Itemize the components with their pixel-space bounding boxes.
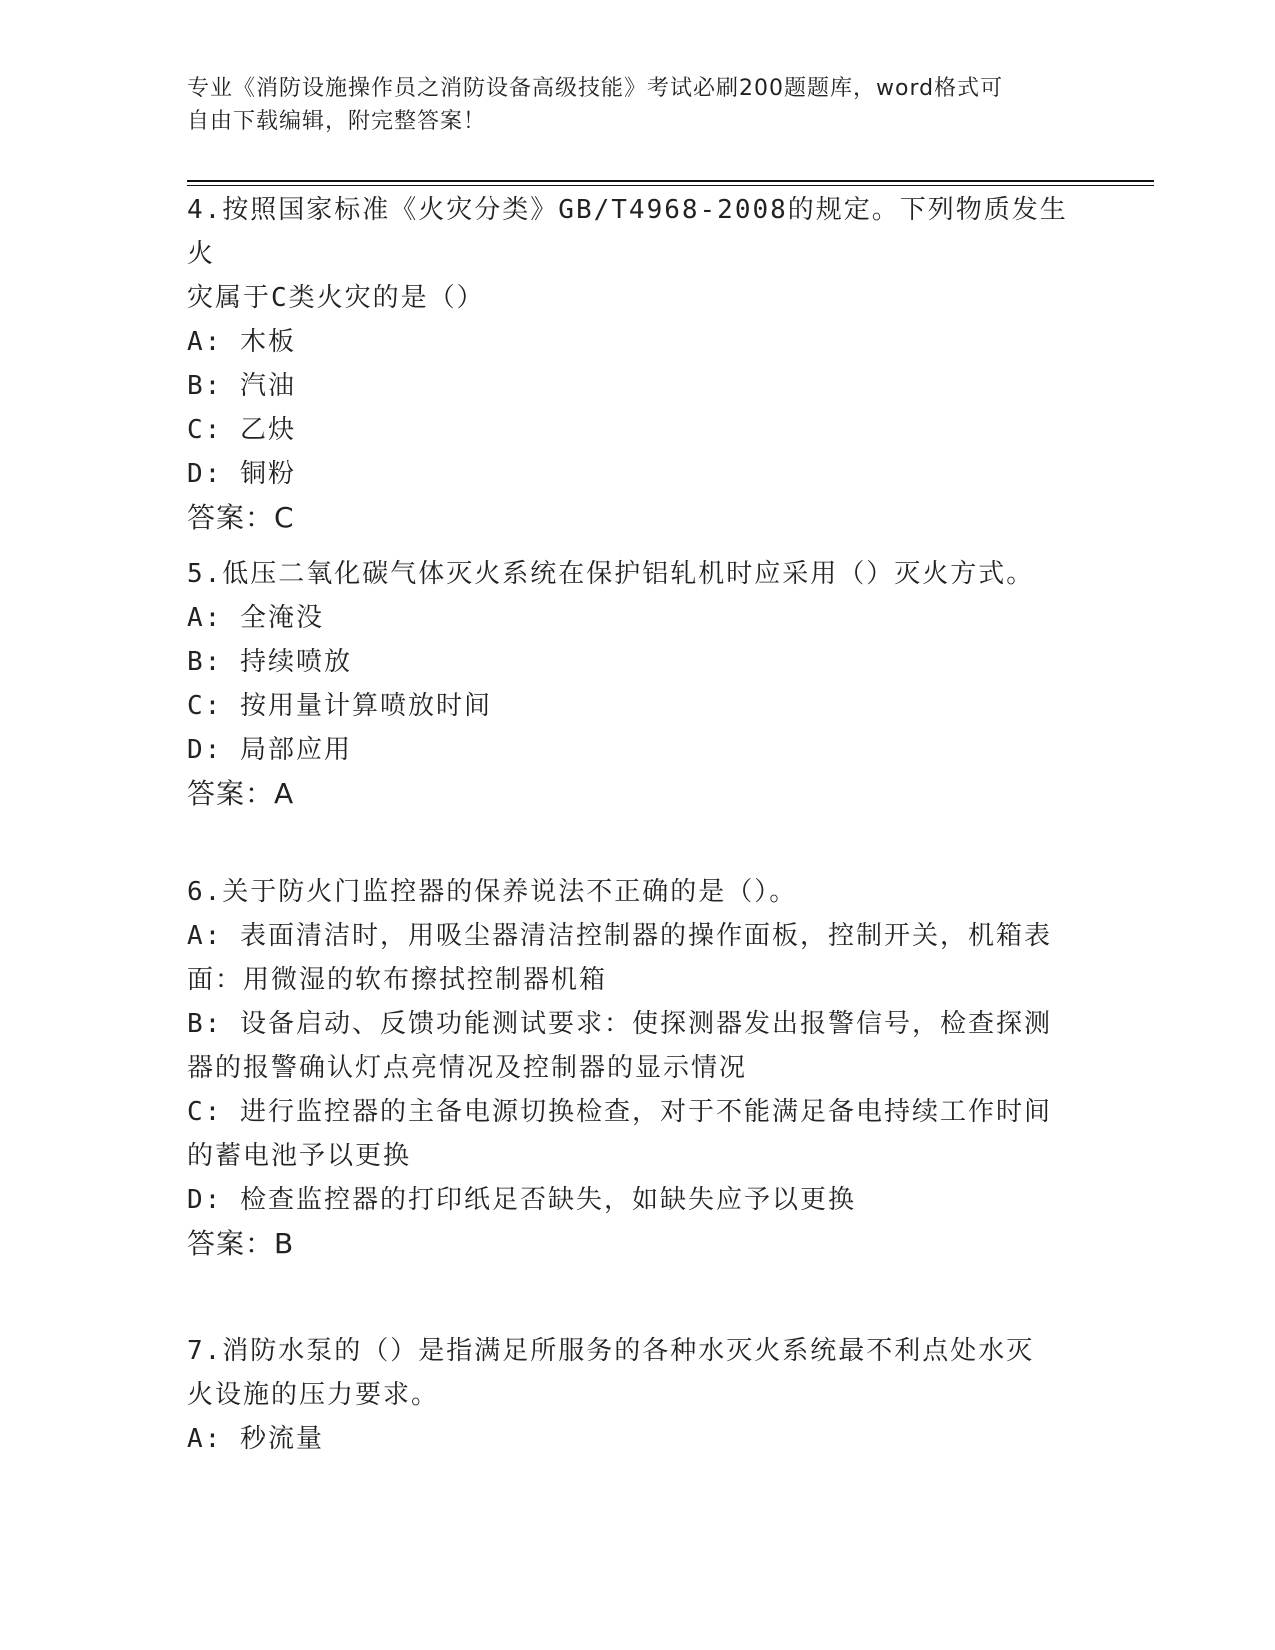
header-line-2: 自由下载编辑，附完整答案！ [187, 109, 487, 134]
option-d: D: 局部应用 [187, 735, 352, 765]
option-b: B: 持续喷放 [187, 647, 352, 677]
answer-line: 答案：B [187, 1227, 295, 1260]
option-b: B: 汽油 [187, 371, 296, 401]
header-line-1: 专业《消防设施操作员之消防设备高级技能》考试必刷200题题库，word格式可 [187, 76, 1004, 101]
question-7 [187, 1329, 1087, 1461]
option-a: A: 秒流量 [187, 1424, 324, 1454]
option-a: A: 表面清洁时，用吸尘器清洁控制器的操作面板，控制开关，机箱表 [187, 921, 1052, 951]
option-b: B: 设备启动、反馈功能测试要求：使探测器发出报警信号，检查探测 [187, 1009, 1052, 1039]
document-header [187, 72, 1087, 138]
option-d: D: 检查监控器的打印纸足否缺失，如缺失应予以更换 [187, 1185, 856, 1215]
question-stem-continued: 火设施的压力要求。 [187, 1380, 440, 1410]
option-b-continued: 器的报警确认灯点亮情况及控制器的显示情况 [187, 1053, 748, 1083]
question-4 [187, 188, 1087, 540]
question-stem: 5.低压二氧化碳气体灭火系统在保护铝轧机时应采用（）灭火方式。 [187, 559, 1035, 589]
answer-line: 答案：A [187, 777, 295, 810]
option-c: C: 按用量计算喷放时间 [187, 691, 492, 721]
option-c: C: 乙炔 [187, 415, 296, 445]
question-stem: 4.按照国家标准《火灾分类》GB/T4968-2008的规定。下列物质发生火 [187, 195, 1068, 269]
question-5 [187, 552, 1087, 816]
option-c: C: 进行监控器的主备电源切换检查，对于不能满足备电持续工作时间 [187, 1097, 1052, 1127]
answer-line: 答案：C [187, 501, 295, 534]
question-6 [187, 870, 1087, 1266]
option-a-continued: 面：用微湿的软布擦拭控制器机箱 [187, 965, 608, 995]
question-stem-continued: 灾属于C类火灾的是（） [187, 283, 485, 313]
header-divider [187, 180, 1154, 186]
option-a: A: 木板 [187, 327, 296, 357]
option-a: A: 全淹没 [187, 603, 324, 633]
question-stem: 7.消防水泵的（）是指满足所服务的各种水灭火系统最不利点处水灭 [187, 1336, 1035, 1366]
option-d: D: 铜粉 [187, 459, 296, 489]
question-stem: 6.关于防火门监控器的保养说法不正确的是（）。 [187, 877, 798, 907]
option-c-continued: 的蓄电池予以更换 [187, 1141, 412, 1171]
